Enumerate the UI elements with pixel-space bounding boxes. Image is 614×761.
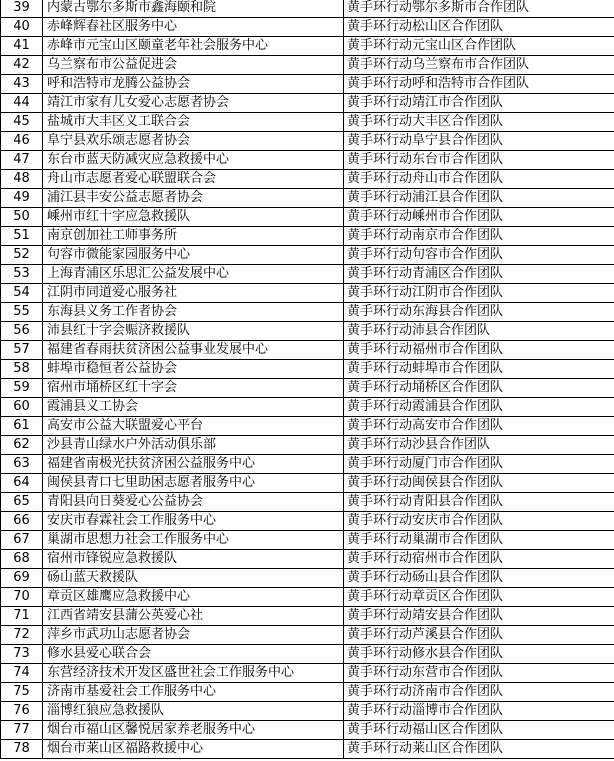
- organization-name-cell[interactable]: 沛县红十字会赈济救援队: [43, 322, 344, 341]
- organization-name-cell[interactable]: 东海县义务工作者协会: [43, 303, 344, 322]
- partner-team-cell[interactable]: 黄手环行动安庆市合作团队: [344, 512, 614, 531]
- partner-team-cell[interactable]: 黄手环行动浦江县合作团队: [344, 189, 614, 208]
- row-number-cell[interactable]: 48: [1, 170, 43, 189]
- table-row: [1, 683, 614, 702]
- row-number-cell[interactable]: 42: [1, 56, 43, 75]
- partner-team-cell[interactable]: 黄手环行动淄博市合作团队: [344, 702, 614, 721]
- organization-name-cell[interactable]: 青阳县向日葵爱心公益协会: [43, 493, 344, 512]
- organization-name-cell[interactable]: 安庆市春霖社会工作服务中心: [43, 512, 344, 531]
- organization-name-cell[interactable]: 东营经济技术开发区盛世社会工作服务中心: [43, 664, 344, 683]
- organization-name-cell[interactable]: 章贡区雄鹰应急救援中心: [43, 588, 344, 607]
- table-row: [1, 75, 614, 94]
- partner-team-cell[interactable]: 黄手环行动靖安县合作团队: [344, 607, 614, 626]
- organization-name-cell[interactable]: 赤峰辉春社区服务中心: [43, 18, 344, 37]
- partner-team-cell[interactable]: 黄手环行动东海县合作团队: [344, 303, 614, 322]
- partner-team-cell[interactable]: 黄手环行动呼和浩特市合作团队: [344, 75, 614, 94]
- partner-team-cell[interactable]: 黄手环行动芦溪县合作团队: [344, 626, 614, 645]
- table-row: [1, 626, 614, 645]
- partner-team-cell[interactable]: 黄手环行动巢湖市合作团队: [344, 531, 614, 550]
- partner-team-cell[interactable]: 黄手环行动江阴市合作团队: [344, 284, 614, 303]
- partner-team-cell[interactable]: 黄手环行动霞浦县合作团队: [344, 398, 614, 417]
- row-number-cell[interactable]: 62: [1, 436, 43, 455]
- organization-name-cell[interactable]: 淄博红狼应急救援队: [43, 702, 344, 721]
- table-row: [1, 151, 614, 170]
- partner-team-cell[interactable]: 黄手环行动福山区合作团队: [344, 721, 614, 740]
- organization-name-cell[interactable]: 舟山市志愿者爱心联盟联合会: [43, 170, 344, 189]
- table-row: [1, 379, 614, 398]
- organization-name-cell[interactable]: 闽侯县青口七里助困志愿者服务中心: [43, 474, 344, 493]
- table-row: [1, 531, 614, 550]
- organization-name-cell[interactable]: 江西省靖安县蒲公英爱心社: [43, 607, 344, 626]
- partner-team-cell[interactable]: 黄手环行动闽侯县合作团队: [344, 474, 614, 493]
- partner-team-cell[interactable]: 黄手环行动东台市合作团队: [344, 151, 614, 170]
- organization-name-cell[interactable]: 霞浦县义工协会: [43, 398, 344, 417]
- table-row: [1, 189, 614, 208]
- partner-team-cell[interactable]: 黄手环行动沙县合作团队: [344, 436, 614, 455]
- organization-name-cell[interactable]: 内蒙古鄂尔多斯市鑫海颐和院: [43, 0, 344, 18]
- row-number-cell[interactable]: 43: [1, 75, 43, 94]
- table-row: [1, 512, 614, 531]
- row-number-cell[interactable]: 77: [1, 721, 43, 740]
- table-row: [1, 0, 614, 18]
- table-row: [1, 740, 614, 759]
- row-number-cell[interactable]: 51: [1, 227, 43, 246]
- row-number-cell[interactable]: 73: [1, 645, 43, 664]
- partner-team-cell[interactable]: 黄手环行动阜宁县合作团队: [344, 132, 614, 151]
- organization-name-cell[interactable]: 靖江市家有儿女爱心志愿者协会: [43, 94, 344, 113]
- table-row: [1, 645, 614, 664]
- row-number-cell[interactable]: 52: [1, 246, 43, 265]
- organization-name-cell[interactable]: 乌兰察布市公益促进会: [43, 56, 344, 75]
- organization-name-cell[interactable]: 句容市微能家园服务中心: [43, 246, 344, 265]
- partner-team-cell[interactable]: 黄手环行动元宝山区合作团队: [344, 37, 614, 56]
- organization-name-cell[interactable]: 上海青浦区乐思汇公益发展中心: [43, 265, 344, 284]
- partner-team-cell[interactable]: 黄手环行动沛县合作团队: [344, 322, 614, 341]
- table-row: [1, 113, 614, 132]
- table-row: [1, 607, 614, 626]
- partner-team-cell[interactable]: 黄手环行动大丰区合作团队: [344, 113, 614, 132]
- row-number-cell[interactable]: 78: [1, 740, 43, 759]
- organization-name-cell[interactable]: 萍乡市武功山志愿者协会: [43, 626, 344, 645]
- partner-team-cell[interactable]: 黄手环行动福州市合作团队: [344, 341, 614, 360]
- table-row: [1, 550, 614, 569]
- table-row: [1, 322, 614, 341]
- table-row: [1, 721, 614, 740]
- table-row: [1, 303, 614, 322]
- organization-name-cell[interactable]: 赤峰市元宝山区颐童老年社会服务中心: [43, 37, 344, 56]
- partner-team-cell[interactable]: 黄手环行动东营市合作团队: [344, 664, 614, 683]
- organization-name-cell[interactable]: 济南市基爱社会工作服务中心: [43, 683, 344, 702]
- row-number-cell[interactable]: 53: [1, 265, 43, 284]
- row-number-cell[interactable]: 50: [1, 208, 43, 227]
- row-number-cell[interactable]: 46: [1, 132, 43, 151]
- row-number-cell[interactable]: 56: [1, 322, 43, 341]
- partner-team-cell[interactable]: 黄手环行动靖江市合作团队: [344, 94, 614, 113]
- table-row: [1, 702, 614, 721]
- table-row: [1, 132, 614, 151]
- partner-team-cell[interactable]: 黄手环行动章贡区合作团队: [344, 588, 614, 607]
- row-number-cell[interactable]: 40: [1, 18, 43, 37]
- row-number-cell[interactable]: 66: [1, 512, 43, 531]
- table-row: [1, 474, 614, 493]
- partner-team-cell[interactable]: 黄手环行动厦门市合作团队: [344, 455, 614, 474]
- partner-team-cell[interactable]: 黄手环行动舟山市合作团队: [344, 170, 614, 189]
- row-number-cell[interactable]: 44: [1, 94, 43, 113]
- row-number-cell[interactable]: 70: [1, 588, 43, 607]
- row-number-cell[interactable]: 65: [1, 493, 43, 512]
- partner-team-cell[interactable]: 黄手环行动青浦区合作团队: [344, 265, 614, 284]
- partner-team-cell[interactable]: 黄手环行动蚌埠市合作团队: [344, 360, 614, 379]
- organization-name-cell[interactable]: 砀山蓝天救援队: [43, 569, 344, 588]
- row-number-cell[interactable]: 49: [1, 189, 43, 208]
- table-row: [1, 398, 614, 417]
- organization-name-cell[interactable]: 东台市蓝天防减灾应急救援中心: [43, 151, 344, 170]
- organization-name-cell[interactable]: 阜宁县欢乐颂志愿者协会: [43, 132, 344, 151]
- row-number-cell[interactable]: 57: [1, 341, 43, 360]
- partner-team-cell[interactable]: 黄手环行动鄂尔多斯市合作团队: [344, 0, 614, 18]
- partner-team-cell[interactable]: 黄手环行动嵊州市合作团队: [344, 208, 614, 227]
- table-row: [1, 246, 614, 265]
- row-number-cell[interactable]: 58: [1, 360, 43, 379]
- organization-name-cell[interactable]: 宿州市锋锐应急救援队: [43, 550, 344, 569]
- row-number-cell[interactable]: 74: [1, 664, 43, 683]
- table-row: [1, 94, 614, 113]
- organization-name-cell[interactable]: 南京创加社工师事务所: [43, 227, 344, 246]
- organization-name-cell[interactable]: 呼和浩特市龙腾公益协会: [43, 75, 344, 94]
- row-number-cell[interactable]: 69: [1, 569, 43, 588]
- organization-name-cell[interactable]: 浦江县丰安公益志愿者协会: [43, 189, 344, 208]
- row-number-cell[interactable]: 71: [1, 607, 43, 626]
- partner-team-cell[interactable]: 黄手环行动句容市合作团队: [344, 246, 614, 265]
- organization-name-cell[interactable]: 烟台市福山区馨悦居家养老服务中心: [43, 721, 344, 740]
- organization-name-cell[interactable]: 宿州市埇桥区红十字会: [43, 379, 344, 398]
- row-number-cell[interactable]: 64: [1, 474, 43, 493]
- table-row: [1, 360, 614, 379]
- row-number-cell[interactable]: 67: [1, 531, 43, 550]
- table-row: [1, 265, 614, 284]
- partner-team-cell[interactable]: 黄手环行动莱山区合作团队: [344, 740, 614, 759]
- organization-name-cell[interactable]: 江阴市同道爱心服务社: [43, 284, 344, 303]
- partner-team-cell[interactable]: 黄手环行动济南市合作团队: [344, 683, 614, 702]
- table-row: [1, 227, 614, 246]
- table-row: [1, 56, 614, 75]
- table-body: [1, 0, 614, 759]
- table-row: [1, 284, 614, 303]
- table-row: [1, 455, 614, 474]
- table-row: [1, 18, 614, 37]
- row-number-cell[interactable]: 47: [1, 151, 43, 170]
- organization-name-cell[interactable]: 烟台市莱山区福路救援中心: [43, 740, 344, 759]
- table-row: [1, 417, 614, 436]
- table-row: [1, 37, 614, 56]
- organization-name-cell[interactable]: 盐城市大丰区义工联合会: [43, 113, 344, 132]
- partner-team-cell[interactable]: 黄手环行动修水县合作团队: [344, 645, 614, 664]
- row-number-cell[interactable]: 75: [1, 683, 43, 702]
- organization-name-cell[interactable]: 巢湖市思想力社会工作服务中心: [43, 531, 344, 550]
- row-number-cell[interactable]: 76: [1, 702, 43, 721]
- organization-name-cell[interactable]: 福建省春雨扶贫济困公益事业发展中心: [43, 341, 344, 360]
- row-number-cell[interactable]: 68: [1, 550, 43, 569]
- row-number-cell[interactable]: 60: [1, 398, 43, 417]
- table-row: [1, 436, 614, 455]
- organization-name-cell[interactable]: 高安市公益大联盟爱心平台: [43, 417, 344, 436]
- row-number-cell[interactable]: 72: [1, 626, 43, 645]
- table-row: [1, 493, 614, 512]
- partner-team-cell[interactable]: 黄手环行动乌兰察布市合作团队: [344, 56, 614, 75]
- row-number-cell[interactable]: 63: [1, 455, 43, 474]
- table-row: [1, 208, 614, 227]
- partner-team-cell[interactable]: 黄手环行动南京市合作团队: [344, 227, 614, 246]
- row-number-cell[interactable]: 39: [1, 0, 43, 18]
- row-number-cell[interactable]: 41: [1, 37, 43, 56]
- organization-name-cell[interactable]: 福建省南极光扶贫济困公益服务中心: [43, 455, 344, 474]
- table-row: [1, 664, 614, 683]
- organization-name-cell[interactable]: 沙县青山绿水户外活动俱乐部: [43, 436, 344, 455]
- partner-team-cell[interactable]: 黄手环行动宿州市合作团队: [344, 550, 614, 569]
- organization-name-cell[interactable]: 蚌埠市稳恒者公益协会: [43, 360, 344, 379]
- row-number-cell[interactable]: 59: [1, 379, 43, 398]
- partner-team-cell[interactable]: 黄手环行动高安市合作团队: [344, 417, 614, 436]
- row-number-cell[interactable]: 55: [1, 303, 43, 322]
- organization-name-cell[interactable]: 修水县爱心联合会: [43, 645, 344, 664]
- table-row: [1, 569, 614, 588]
- table-row: [1, 170, 614, 189]
- partner-team-cell[interactable]: 黄手环行动松山区合作团队: [344, 18, 614, 37]
- row-number-cell[interactable]: 54: [1, 284, 43, 303]
- partner-team-cell[interactable]: 黄手环行动青阳县合作团队: [344, 493, 614, 512]
- row-number-cell[interactable]: 45: [1, 113, 43, 132]
- partner-team-cell[interactable]: 黄手环行动砀山县合作团队: [344, 569, 614, 588]
- table-row: [1, 341, 614, 360]
- row-number-cell[interactable]: 61: [1, 417, 43, 436]
- partner-team-cell[interactable]: 黄手环行动埇桥区合作团队: [344, 379, 614, 398]
- table-row: [1, 588, 614, 607]
- organization-name-cell[interactable]: 嵊州市红十字应急救援队: [43, 208, 344, 227]
